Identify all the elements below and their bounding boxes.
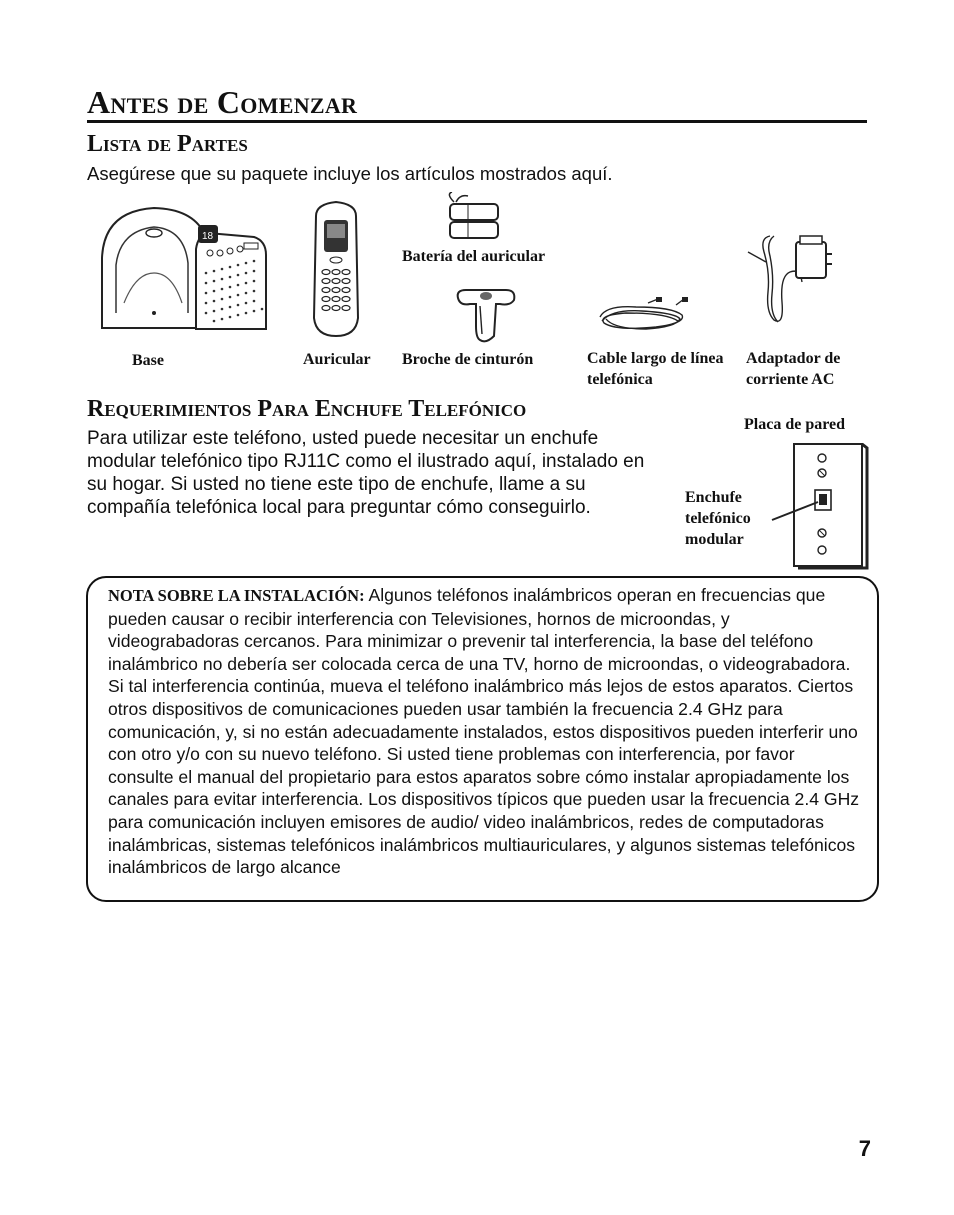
jack-body: Para utilizar este teléfono, usted puede necesitar un enchufe modular telefónico tipo RJ11C como el ilustrado aquí, instalado en su hogar. Si usted no tiene este tipo de enchufe, llame a su compañía telefónica local para preguntar cómo conseguirlo. [87,428,645,518]
wall-plate-label: Placa de pared [744,416,846,433]
page-number: 7 [858,1136,871,1161]
page-title: Antes de Comenzar [87,84,358,120]
svg-text:18: 18 [202,231,214,242]
battery-pack-icon [440,192,502,246]
jack-heading: Requerimientos Para Enchufe Telefónico [87,396,527,422]
title-rule [87,120,867,123]
base-unit-icon [96,203,272,335]
phone-line-cord-icon [596,297,688,337]
part-label-handset: Auricular [303,351,371,368]
belt-clip-icon [452,282,520,344]
modular-jack-label: Enchufe telefónico modular [685,489,751,548]
part-label-base: Base [132,352,164,369]
parts-heading: Lista de Partes [87,131,248,157]
part-label-line-cord: Cable largo de línea telefónica [587,350,724,388]
parts-intro: Asegúrese que su paquete incluye los artículos mostrados aquí. [87,163,613,184]
part-label-ac-adapter: Adaptador de corriente AC [746,350,841,388]
ac-adapter-icon [740,232,836,328]
wall-plate-icon [770,440,870,570]
part-label-belt-clip: Broche de cinturón [402,351,534,368]
note-text: Algunos teléfonos inalámbricos operan en frecuencias que pueden causar o recibir interferencia con Televisiones, hornos de microondas, y videograbadoras cercanos. Para minimizar o prevenir tal interferencia, la base del teléfono inalámbrico no debería ser colocada cerca de una TV, horno de microondas, o videograbadora. Si tal interferencia continúa, mueva el teléfono inalámbrico más lejos de estos aparatos. Ciertos otros dispositivos de comunicaciones pueden usar también la frecuencia 2.4 GHz para comunicación, y, si no están adecuadamente instalados, estos dispositivos pueden interferir uno con otro y/o con su nuevo teléfono. Si usted tiene problemas con interferencia, por favor consulte el manual del propietario para estos aparatos sobre cómo instalar apropiadamente los canales para evitar interferencia. Los dispositivos típicos que pueden usar la frecuencia 2.4 GHz para comunicación incluyen emisores de audio/ video inalámbricos, redes de computadoras inalámbricas, sistemas telefónicos inalámbricos multiauriculares, y algunos sistemas telefónicos inalámbricos de largo alcance [108,585,860,878]
handset-icon [306,198,366,340]
part-label-battery: Batería del auricular [402,248,546,265]
installation-note [86,576,879,902]
note-lead: NOTA SOBRE LA INSTALACIÓN: [108,586,365,605]
